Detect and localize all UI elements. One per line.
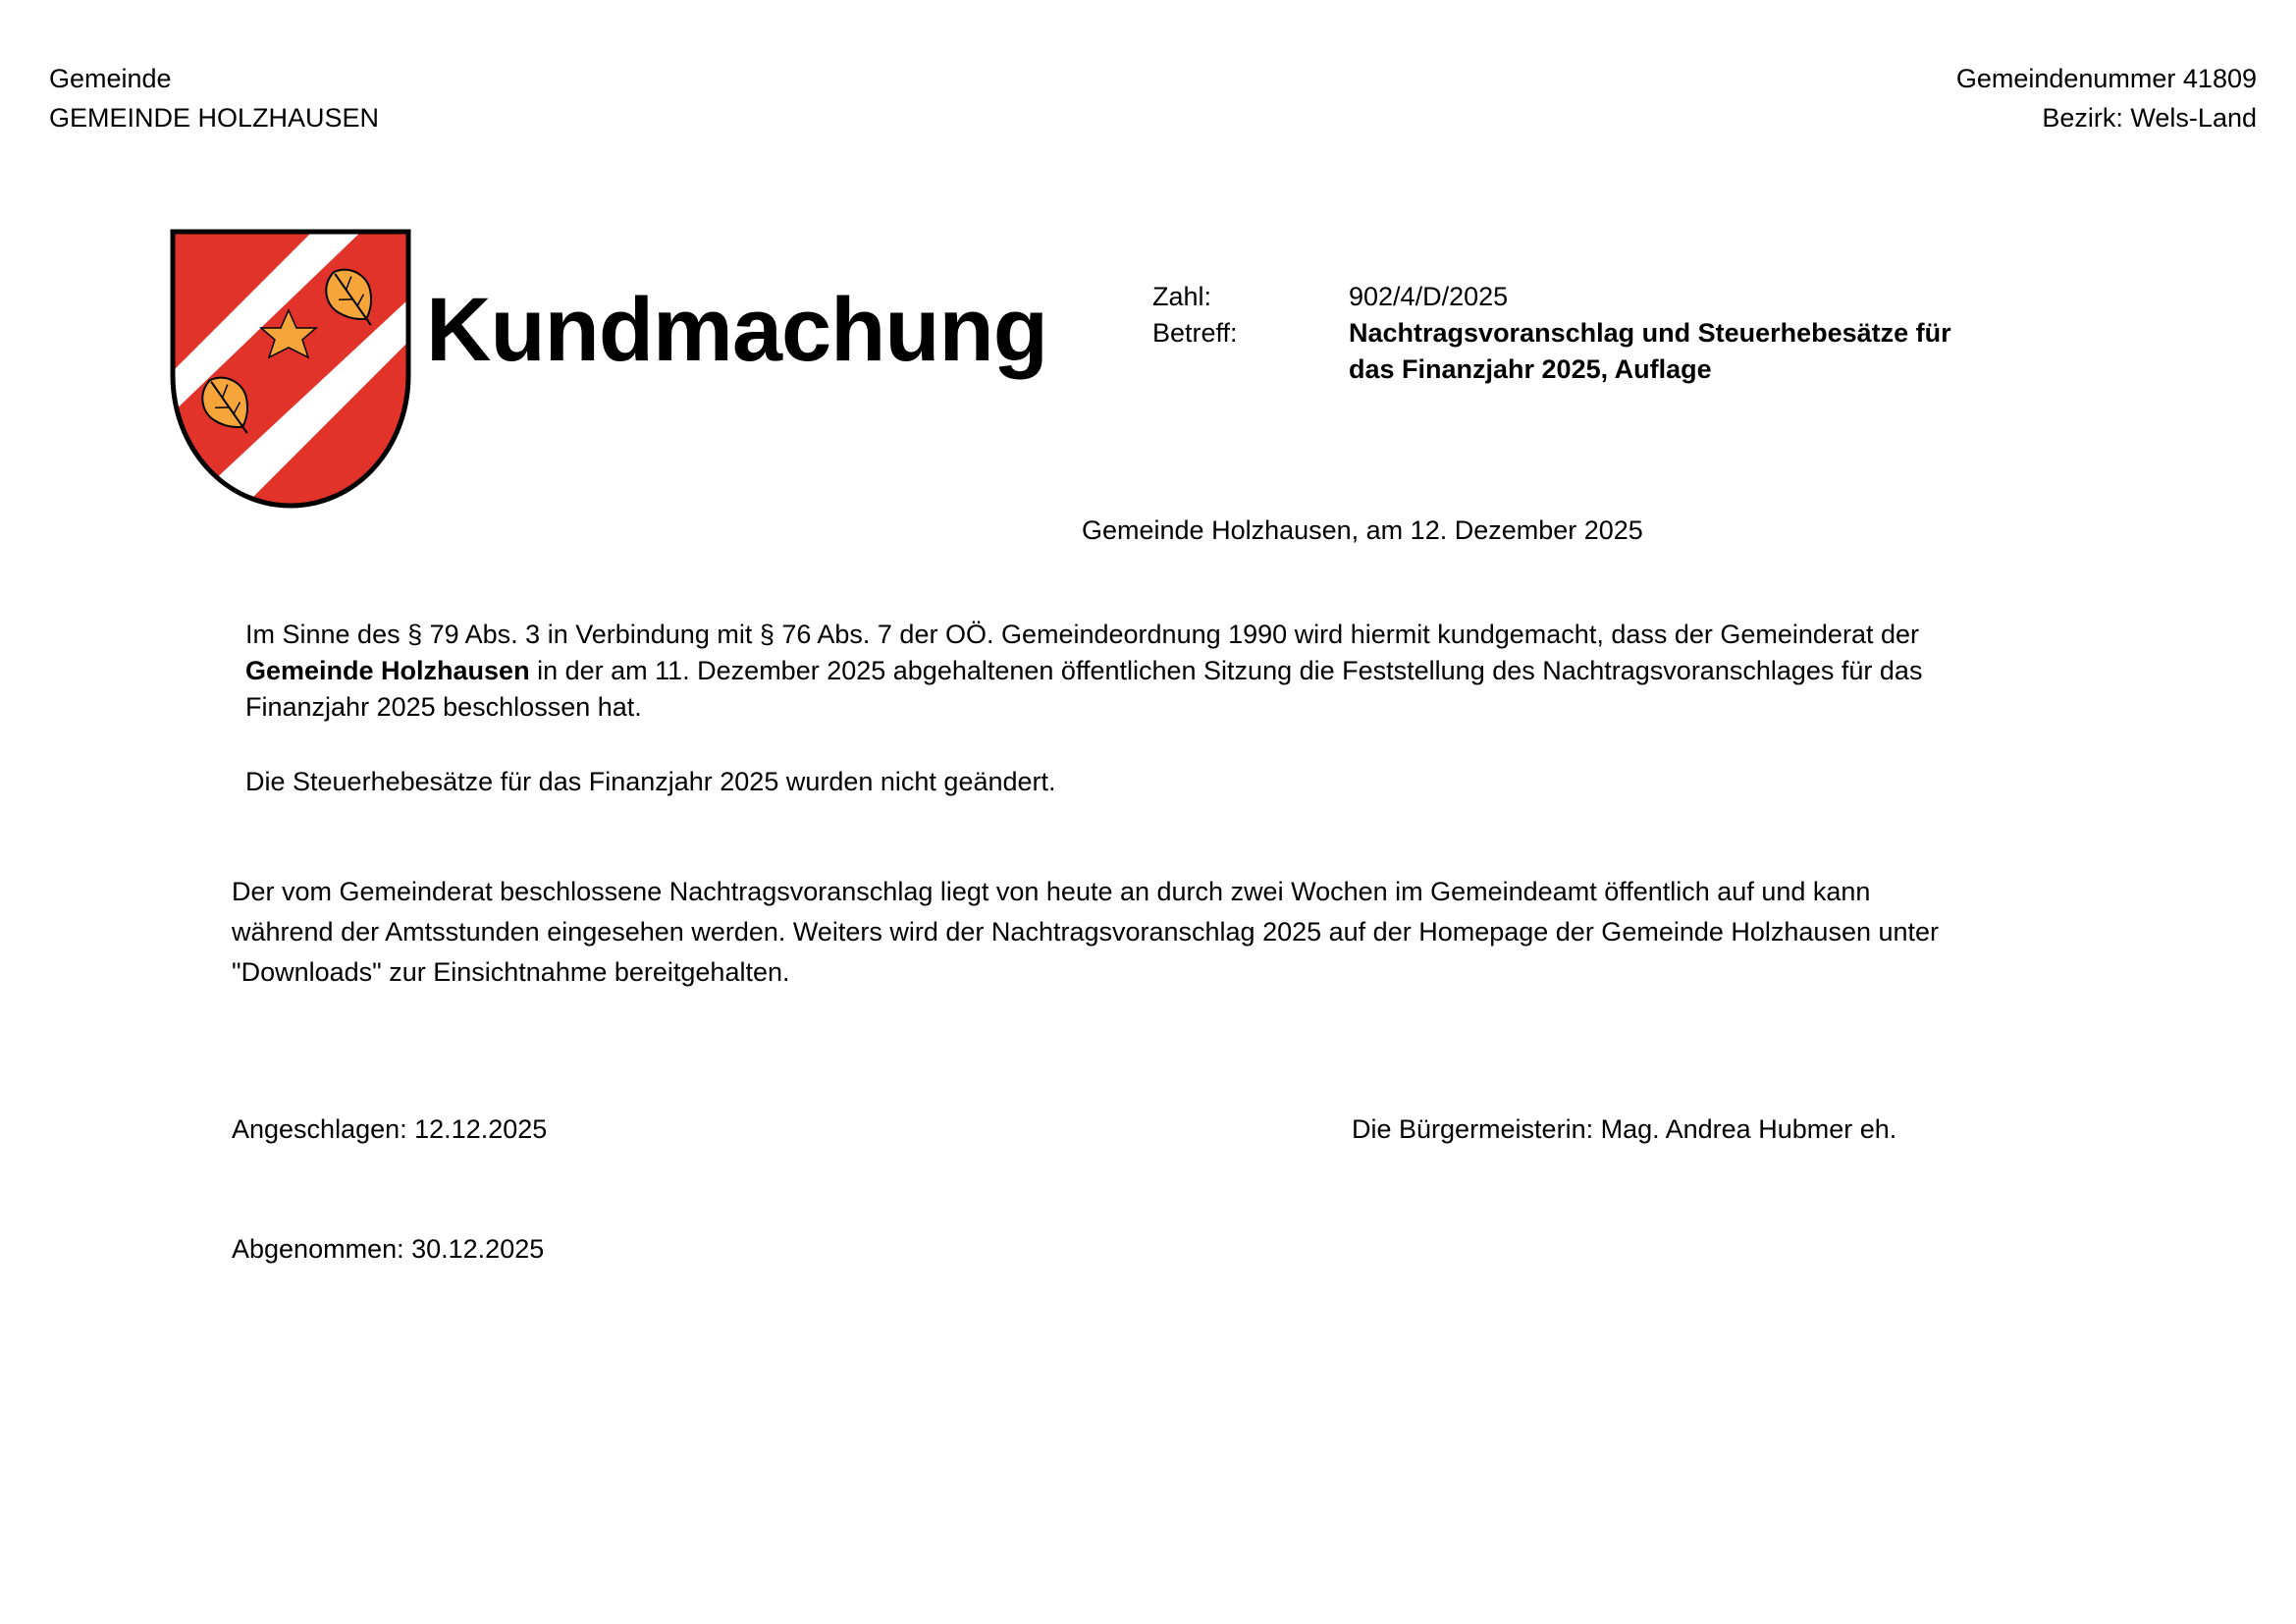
betreff-label: Betreff: bbox=[1152, 318, 1238, 348]
zahl-row bbox=[1152, 279, 1957, 315]
betreff-row bbox=[1152, 315, 1957, 388]
removed-date: Abgenommen: 30.12.2025 bbox=[232, 1234, 545, 1264]
place-date: Gemeinde Holzhausen, am 12. Dezember 2025 bbox=[1082, 515, 1643, 545]
paragraph-decision-part2: in der am 11. Dezember 2025 abgehaltenen öffentlichen Sitzung die Feststellung des Nachtragsvoranschlages für das Finanzjahr 2025 beschlossen hat. bbox=[245, 656, 1923, 722]
district: Bezirk: Wels-Land bbox=[2042, 103, 2257, 133]
zahl-label: Zahl: bbox=[1152, 282, 1212, 311]
meta-block bbox=[1152, 279, 1957, 388]
posted-date: Angeschlagen: 12.12.2025 bbox=[232, 1114, 548, 1144]
coat-of-arms-icon bbox=[169, 228, 412, 510]
municipality-number: Gemeindenummer 41809 bbox=[1955, 64, 2257, 93]
paragraph-tax-rates: Die Steuerhebesätze für das Finanzjahr 2025 wurden nicht geändert. bbox=[245, 767, 1056, 796]
mayor-signature: Die Bürgermeisterin: Mag. Andrea Hubmer eh. bbox=[1352, 1114, 1897, 1144]
paragraph-decision-bold: Gemeinde Holzhausen bbox=[245, 656, 530, 685]
municipality-name: GEMEINDE HOLZHAUSEN bbox=[49, 103, 380, 133]
header-right bbox=[1956, 59, 2257, 137]
betreff-value: Nachtragsvoranschlag und Steuerhebesätze für das Finanzjahr 2025, Auflage bbox=[1349, 318, 1951, 384]
header-left bbox=[49, 59, 379, 137]
page-title: Kundmachung bbox=[426, 280, 1047, 380]
municipality-label: Gemeinde bbox=[49, 64, 172, 93]
paragraph-decision bbox=[245, 617, 2042, 726]
zahl-value: 902/4/D/2025 bbox=[1349, 282, 1509, 311]
paragraph-inspection: Der vom Gemeinderat beschlossene Nachtragsvoranschlag liegt von heute an durch zwei Wochen im Gemeindeamt öffentlich auf und kann während der Amtsstunden eingesehen werden. Weiters wird der Nachtragsvoranschlag 2025 auf der Homepage der Gemeinde Holzhausen unter "Downloads" zur Einsichtnahme bereitgehalten. bbox=[232, 877, 1940, 987]
paragraph-decision-part1: Im Sinne des § 79 Abs. 3 in Verbindung mit § 76 Abs. 7 der OÖ. Gemeindeordnung 1990 wird hiermit kundgemacht, dass der Gemeinderat der bbox=[245, 620, 1919, 649]
